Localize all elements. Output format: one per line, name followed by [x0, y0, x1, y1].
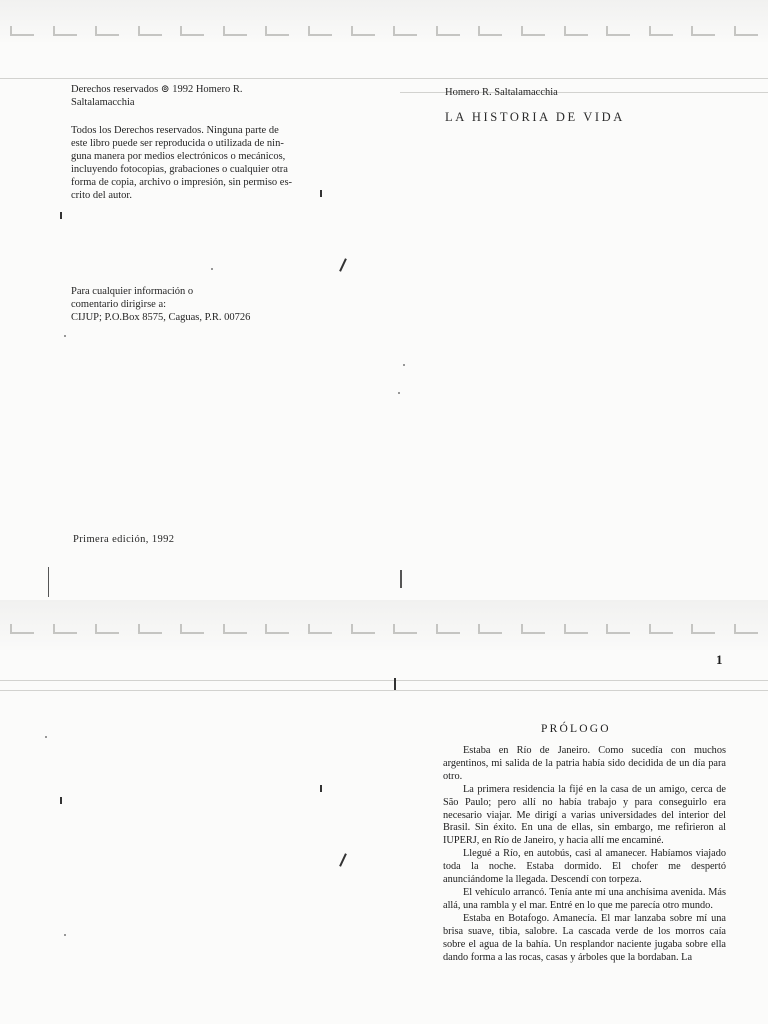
contact-block [71, 285, 371, 324]
prologue-paragraph: El vehículo arrancó. Tenía ante mí una anchísima avenida. Más allá, una rambla y el mar. Entré en lo que me parecía otro mundo. [443, 886, 726, 911]
page-number: 1 [716, 652, 723, 667]
scan-speck [45, 736, 47, 738]
prologue-paragraph: La primera residencia la fijé en la casa de un amigo, cerca de São Paulo; pero allí no había trabajo y para conseguirlo era necesario viajar. Me dirigí a varias universidades del interior del Brasil. Sin éxito. En una de ellas, sin embargo, me refirieron al IUPERJ, en Río de Janeiro, y hacia allí me encaminé. [443, 783, 726, 847]
rights-line: guna manera por medios electrónicos o mecánicos, [71, 151, 286, 162]
copyright-block [71, 83, 351, 109]
rights-line: forma de copia, archivo o impresión, sin permiso es- [71, 177, 293, 188]
scan-speck [64, 934, 66, 936]
scan-mark [320, 785, 322, 792]
prologue-paragraph: Estaba en Botafogo. Amanecía. El mar lanzaba sobre mí una brisa suave, tibia, salobre. La cascada verde de los morros caía sobre el agua de la bahía. Un resplandor naciente jugaba sobre ella dando forma a las rocas, casas y árboles que la bordaban. La [443, 912, 726, 963]
scan-speck [211, 268, 213, 270]
copyright-line: Derechos reservados ⊚ 1992 Homero R. [71, 84, 243, 95]
rights-block [71, 124, 361, 202]
prologue-paragraph: Llegué a Río, en autobús, casi al amanecer. Habíamos viajado toda la noche. Estaba dormido. El chofer me despertó anunciándome la llegada. Descendí con torpeza. [443, 848, 726, 886]
contact-line: comentario dirigirse a: [71, 299, 167, 310]
scan-mark [394, 678, 396, 690]
rights-line: Todos los Derechos reservados. Ninguna parte de [71, 125, 279, 136]
contact-line: Para cualquier información o [71, 286, 194, 297]
edition-note: Primera edición, 1992 [73, 534, 175, 545]
scan-mark [339, 853, 347, 867]
copyright-author: Saltalamacchia [71, 97, 135, 108]
scan-mark [320, 190, 322, 197]
sprocket-strip [10, 620, 758, 634]
scan-line [0, 78, 768, 79]
scan-mark [60, 212, 62, 219]
scan-speck [64, 335, 66, 337]
prologue-text [443, 745, 726, 964]
scan-mark [48, 567, 49, 597]
section-title: PRÓLOGO [541, 723, 611, 735]
sprocket-strip [10, 22, 758, 36]
rights-line: este libro puede ser reproducida o utilizada de nin- [71, 138, 284, 149]
scan-mark [400, 570, 402, 588]
scan-speck [398, 392, 400, 394]
book-title: LA HISTORIA DE VIDA [445, 110, 625, 124]
scan-line [0, 690, 768, 691]
scan-mark [339, 258, 347, 272]
scan-middle-edge [0, 600, 768, 650]
rights-line: incluyendo fotocopias, grabaciones o cualquier otra [71, 164, 288, 175]
rights-line: crito del autor. [71, 190, 132, 201]
scan-speck [403, 364, 405, 366]
scan-mark [60, 797, 62, 804]
scan-line [0, 680, 768, 681]
scan-top-edge [0, 0, 768, 42]
author-name: Homero R. Saltalamacchia [445, 87, 558, 98]
prologue-paragraph: Estaba en Río de Janeiro. Como sucedía con muchos argentinos, mi salida de la patria había sido decidida de un día para otro. [443, 745, 726, 782]
contact-address: CIJUP; P.O.Box 8575, Caguas, P.R. 00726 [71, 312, 251, 323]
